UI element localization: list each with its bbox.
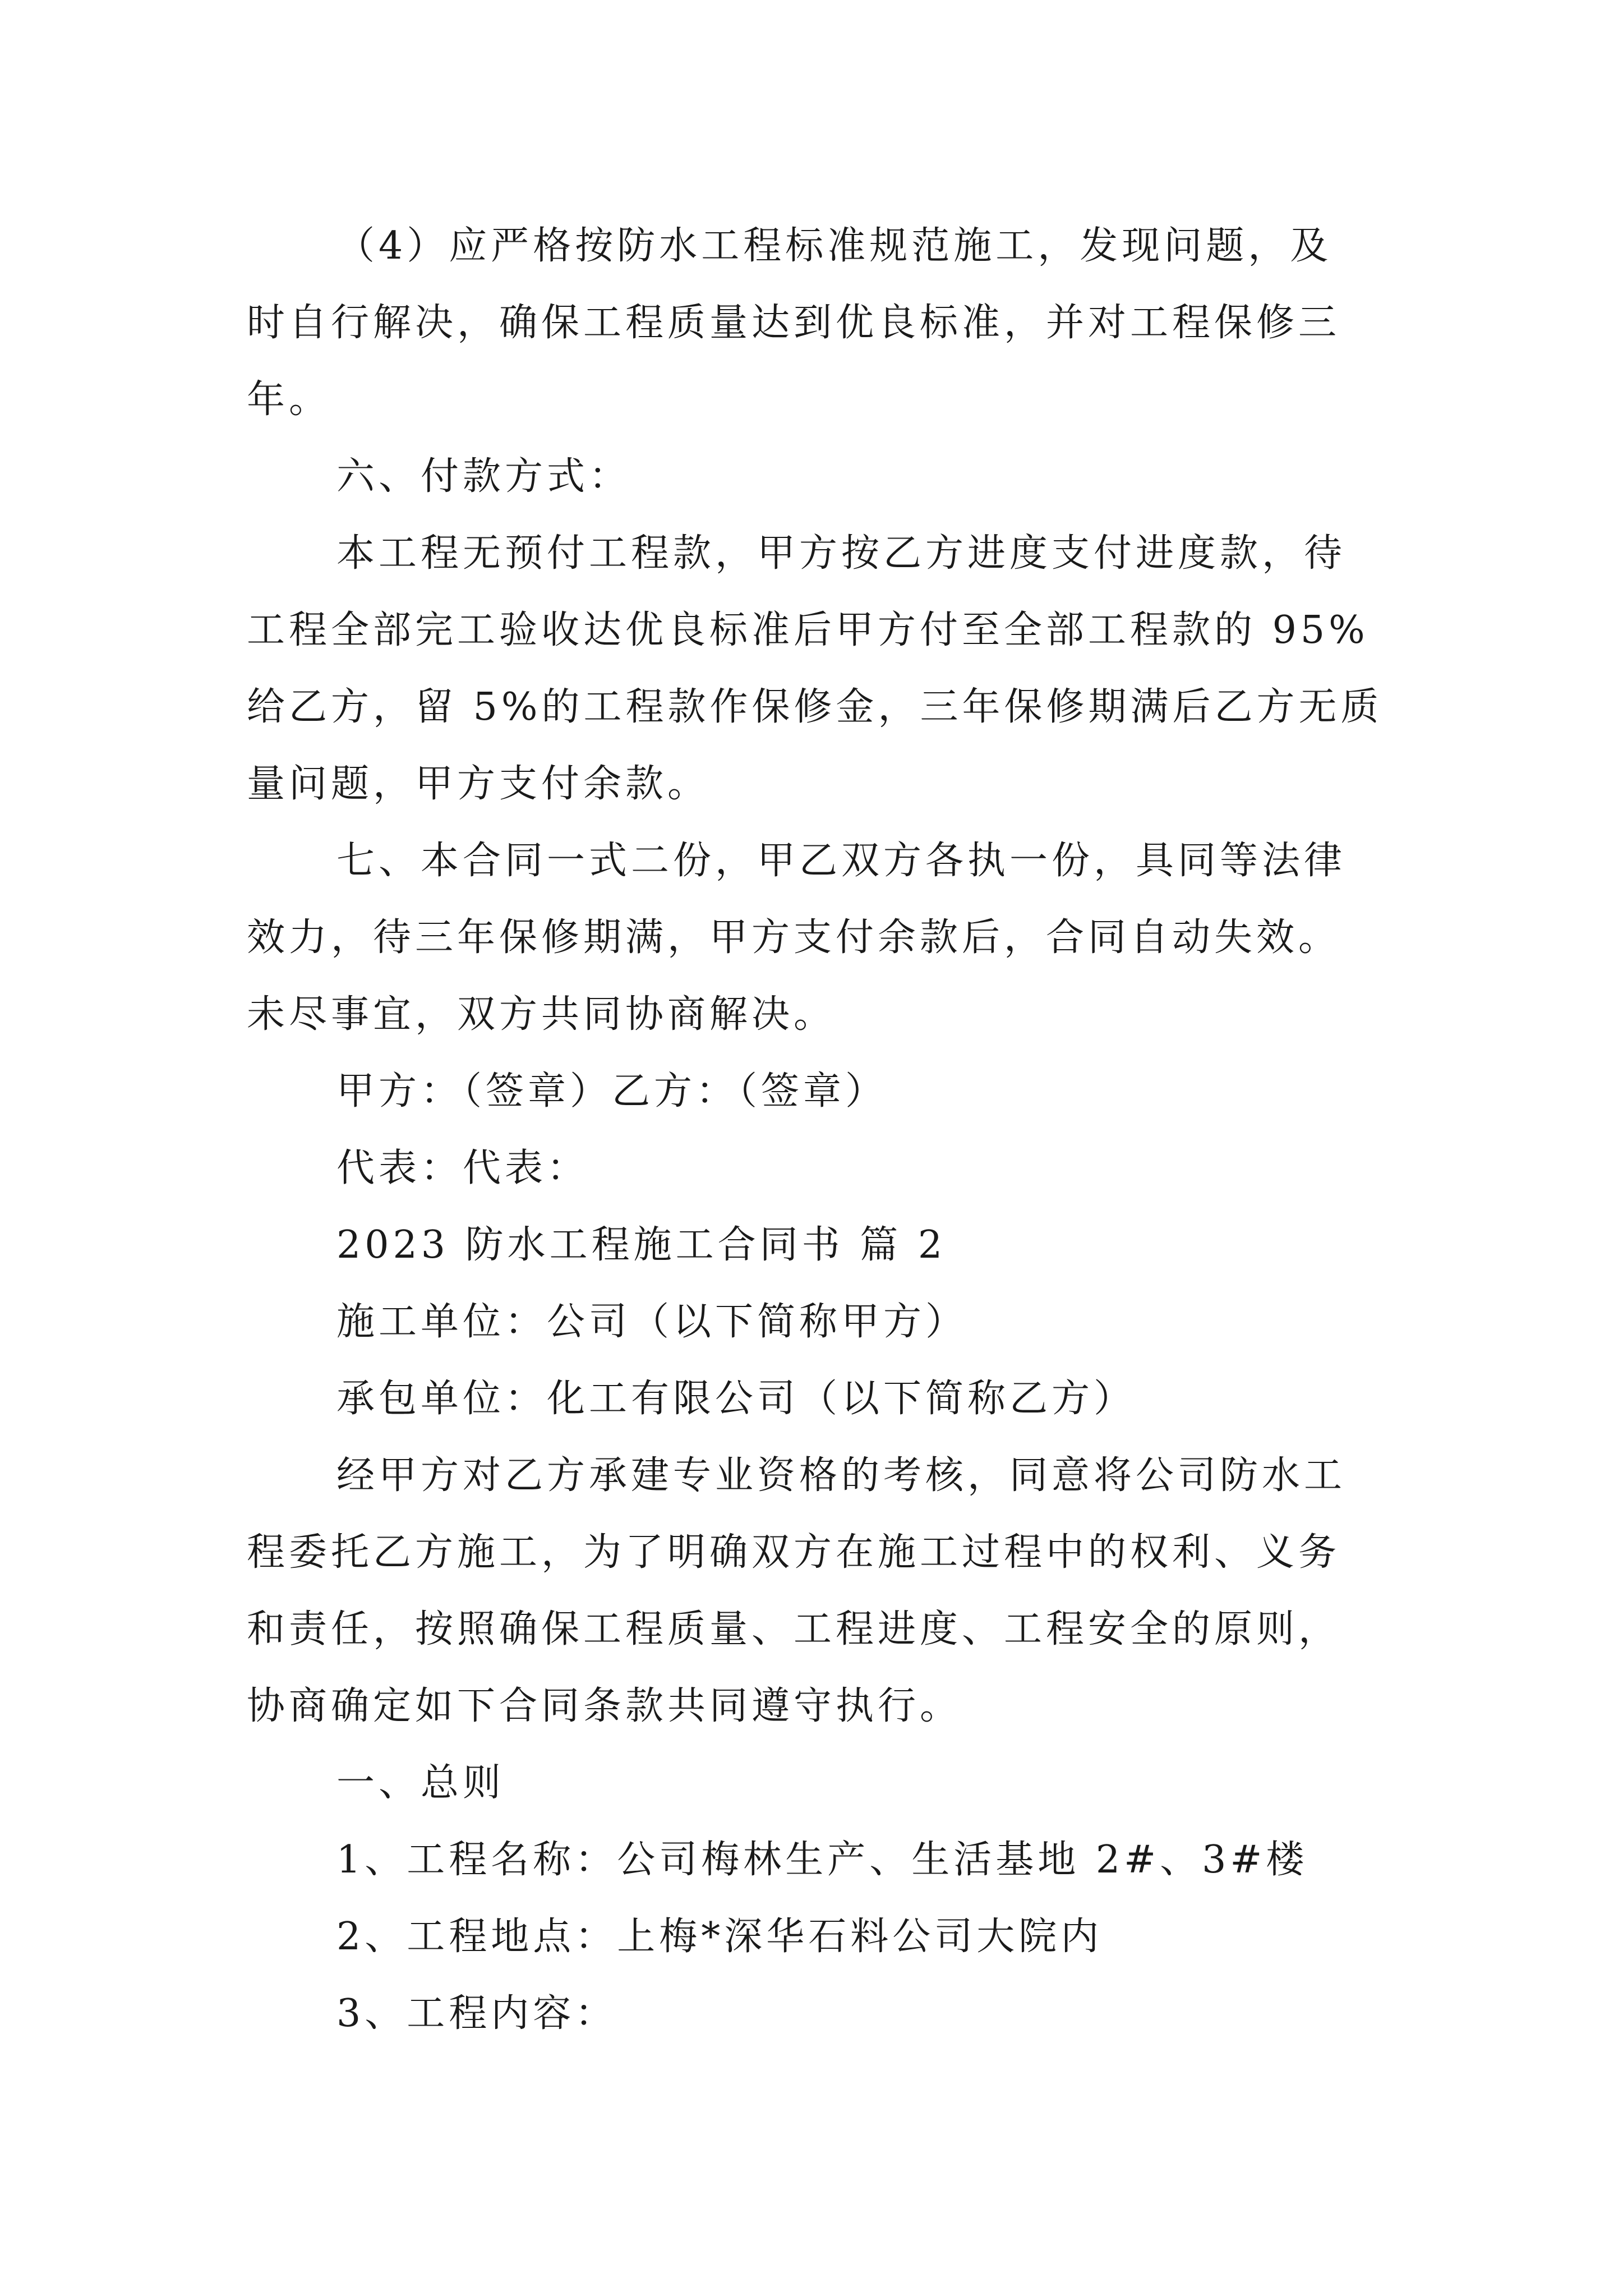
section-heading: 六、付款方式：	[336, 454, 631, 499]
paragraph-line: 和责任，按照确保工程质量、工程进度、工程安全的原则，	[247, 1607, 1341, 1651]
list-item: 1、工程名称：公司梅林生产、生活基地 2#、3#楼	[336, 1838, 1308, 1882]
paragraph-line: 本工程无预付工程款，甲方按乙方进度支付进度款，待	[336, 531, 1347, 576]
paragraph-line: （4）应严格按防水工程标准规范施工，发现问题，及	[336, 224, 1332, 268]
paragraph-line: 未尽事宜，双方共同协商解决。	[247, 992, 836, 1037]
section-heading: 一、总则	[336, 1761, 505, 1805]
paragraph-line: 七、本合同一式二份，甲乙双方各执一份，具同等法律	[336, 839, 1347, 883]
paragraph-line: 给乙方，留 5%的工程款作保修金，三年保修期满后乙方无质	[247, 685, 1383, 729]
paragraph-line: 程委托乙方施工，为了明确双方在施工过程中的权利、义务	[247, 1530, 1341, 1575]
paragraph-line: 效力，待三年保修期满，甲方支付余款后，合同自动失效。	[247, 915, 1341, 960]
document-body	[247, 208, 1396, 2052]
list-item: 2、工程地点：上梅*深华石料公司大院内	[336, 1915, 1103, 1959]
representative-line: 代表：代表：	[336, 1146, 589, 1190]
signature-line: 甲方：（签章）乙方：（签章）	[336, 1069, 888, 1114]
party-b-line: 承包单位：化工有限公司（以下简称乙方）	[336, 1377, 1136, 1421]
party-a-line: 施工单位：公司（以下简称甲方）	[336, 1300, 968, 1344]
document-subtitle: 2023 防水工程施工合同书 篇 2	[336, 1223, 947, 1267]
paragraph-line: 年。	[247, 378, 331, 422]
paragraph-line: 协商确定如下合同条款共同遵守执行。	[247, 1684, 962, 1728]
paragraph-line: 时自行解决，确保工程质量达到优良标准，并对工程保修三	[247, 301, 1341, 345]
list-item: 3、工程内容：	[336, 1991, 617, 2036]
paragraph-line: 经甲方对乙方承建专业资格的考核，同意将公司防水工	[336, 1453, 1347, 1498]
paragraph-line: 工程全部完工验收达优良标准后甲方付至全部工程款的 95%	[247, 608, 1369, 652]
paragraph-line: 量问题，甲方支付余款。	[247, 762, 710, 806]
